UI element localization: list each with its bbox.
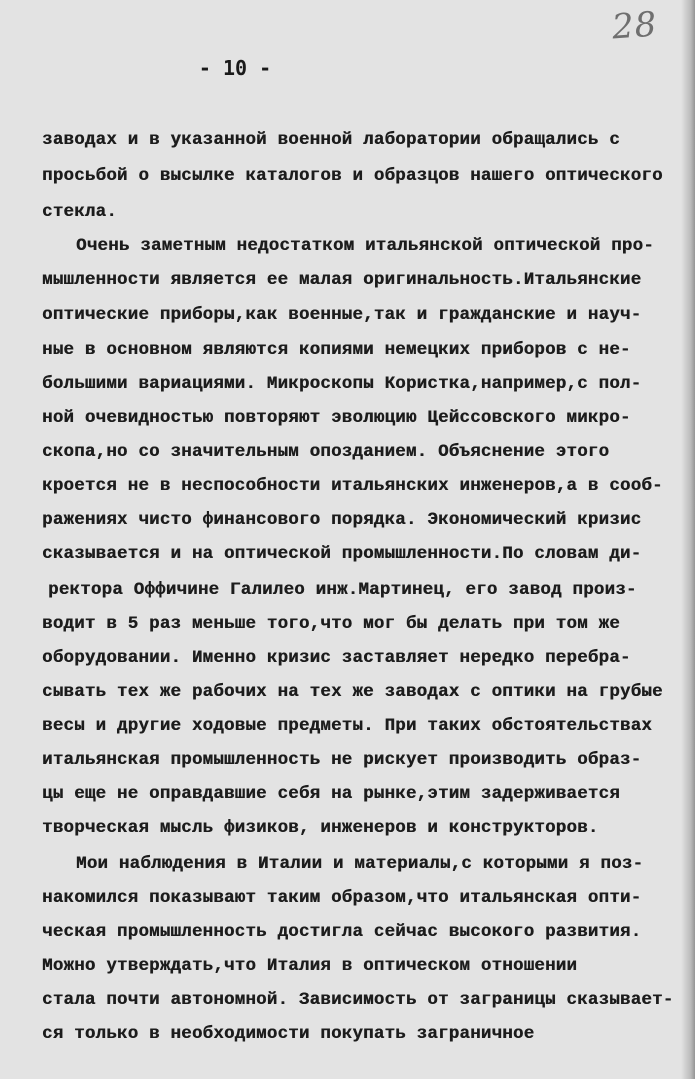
text-line: стала почти автономной. Зависимость от заграницы сказывает- (42, 990, 674, 1010)
text-line: творческая мысль физиков, инженеров и конструкторов. (42, 818, 599, 838)
text-line: кроется не в неспособности итальянских инженеров,а в сооб- (42, 476, 663, 496)
text-line: оборудовании. Именно кризис заставляет нередко перебра- (42, 648, 631, 668)
text-line: большими вариациями. Микроскопы Користка,например,с пол- (42, 374, 642, 394)
text-line: накомился показывают таким образом,что итальянская опти- (42, 888, 642, 908)
text-line: оптические приборы,как военные,так и гражданские и науч- (42, 305, 642, 325)
text-line: ческая промышленность достигла сейчас высокого развития. (42, 922, 642, 942)
text-line: Можно утверждать,что Италия в оптическом отношении (42, 956, 578, 976)
paragraph-first-line: Мои наблюдения в Италии и материалы,с которыми я поз- (76, 854, 644, 874)
text-line: ные в основном являются копиями немецких приборов с не- (42, 340, 631, 360)
paragraph-first-line: Очень заметным недостатком итальянской оптической про- (76, 236, 654, 256)
text-line: заводах и в указанной военной лаборатории обращались с (42, 130, 620, 150)
page-number: - 10 - (198, 56, 272, 80)
text-line: итальянская промышленность не рискует производить образ- (42, 750, 642, 770)
text-line: сывать тех же рабочих на тех же заводах с оптики на грубые (42, 682, 663, 702)
page-edge-shadow (681, 0, 695, 1079)
text-line: скопа,но со значительным опозданием. Объяснение этого (42, 442, 610, 462)
text-line: просьбой о высылке каталогов и образцов нашего оптического (42, 166, 663, 186)
text-line: мышленности является ее малая оригинальность.Итальянские (42, 270, 642, 290)
text-line: стекла. (42, 202, 117, 222)
text-line: сказывается и на оптической промышленности.По словам ди- (42, 544, 642, 564)
text-line: ной очевидностью повторяют эволюцию Цейссовского микро- (42, 408, 631, 428)
text-line: ражениях чисто финансового порядка. Экономический кризис (42, 510, 642, 530)
text-line: весы и другие ходовые предметы. При таких обстоятельствах (42, 716, 652, 736)
text-line: водит в 5 раз меньше того,что мог бы делать при том же (42, 614, 620, 634)
archive-page-number: 28 (610, 4, 659, 48)
text-line: ся только в необходимости покупать заграничное (42, 1024, 535, 1044)
text-line: цы еще не оправдавшие себя на рынке,этим задерживается (42, 784, 620, 804)
text-line: ректора Оффичине Галилео инж.Мартинец, его завод произ- (48, 580, 637, 600)
